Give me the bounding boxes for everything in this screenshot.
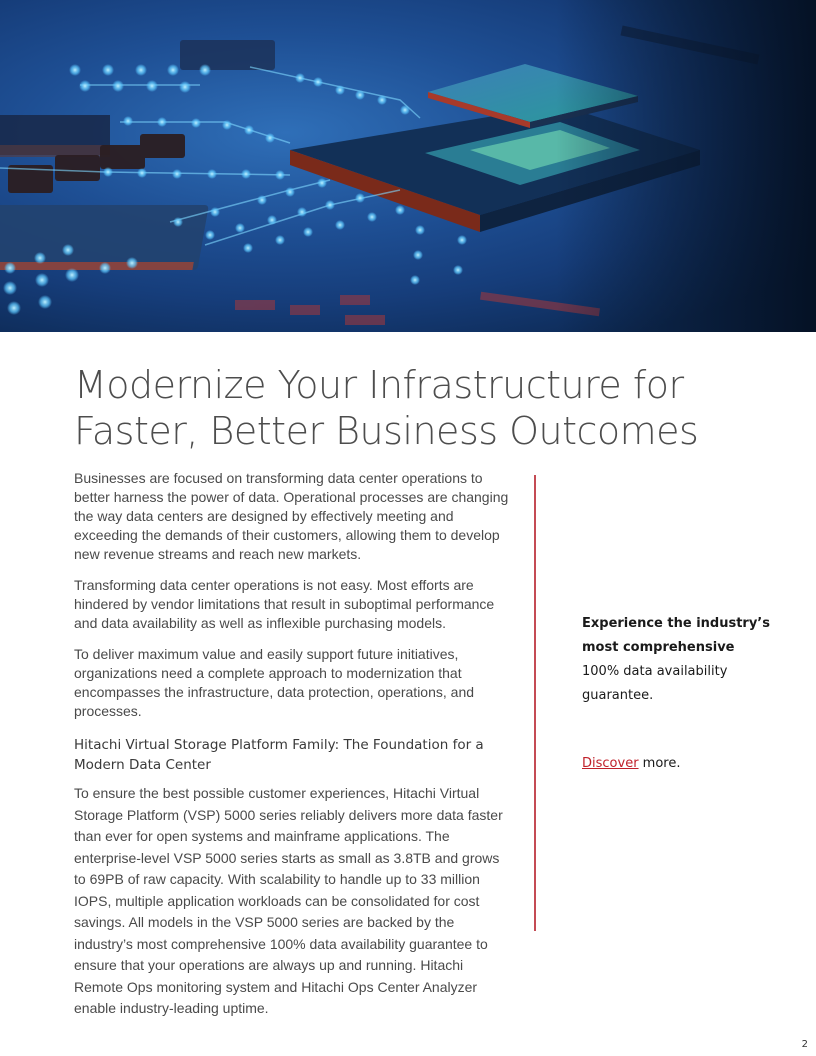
discover-more-line bbox=[582, 752, 782, 776]
page-number: 2 bbox=[801, 1039, 808, 1050]
page-title bbox=[74, 362, 698, 454]
callout-regular-text: 100% data availability guarantee. bbox=[582, 664, 728, 703]
title-line-2: Faster, Better Business Outcomes bbox=[74, 409, 699, 453]
challenge-paragraph: Transforming data center operations is not easy. Most efforts are hindered by vendor limitations that result in suboptimal performance and data availability as well as inflexible purchasing models. bbox=[74, 577, 495, 631]
approach-paragraph: To deliver maximum value and easily support future initiatives, organizations need a complete approach to modernization that encompasses the infrastructure, data protection, operations, and processes. bbox=[74, 646, 475, 719]
main-column bbox=[74, 469, 514, 1032]
intro-paragraph: Businesses are focused on transforming data center operations to better harness the power of data. Operational processes are changing the way data centers are designed by effectively meeting and exceeding the demands of their customers, allowing them to develop new revenue streams and reach new markets. bbox=[74, 470, 509, 562]
discover-link[interactable]: Discover bbox=[582, 756, 639, 771]
discover-suffix: more. bbox=[638, 756, 681, 771]
section-subheading: Hitachi Virtual Storage Platform Family: The Foundation for a Modern Data Center bbox=[74, 737, 484, 773]
sidebar-callout bbox=[582, 612, 782, 776]
title-line-1: Modernize Your Infrastructure for bbox=[74, 363, 684, 407]
hero-dark-gradient bbox=[556, 0, 816, 332]
hero-image bbox=[0, 0, 816, 332]
vsp-paragraph: To ensure the best possible customer experiences, Hitachi Virtual Storage Platform (VSP) 5000 series reliably delivers more data faster than ever for open systems and mainframe applications. The enterprise-level VSP 5000 series starts as small as 3.8TB and grows to 69PB of raw capacity. With scalability to handle up to 33 million IOPS, multiple application workloads can be consolidated for cost savings. All models in the VSP 5000 series are backed by the industry’s most comprehensive 100% data availability guarantee to ensure that your operations are always up and running. Hitachi Remote Ops monitoring system and Hitachi Ops Center Analyzer enable industry-leading uptime. bbox=[74, 785, 503, 1016]
callout-bold-text: Experience the industry’s most comprehensive bbox=[582, 616, 770, 655]
sidebar-divider-rule bbox=[534, 475, 536, 931]
